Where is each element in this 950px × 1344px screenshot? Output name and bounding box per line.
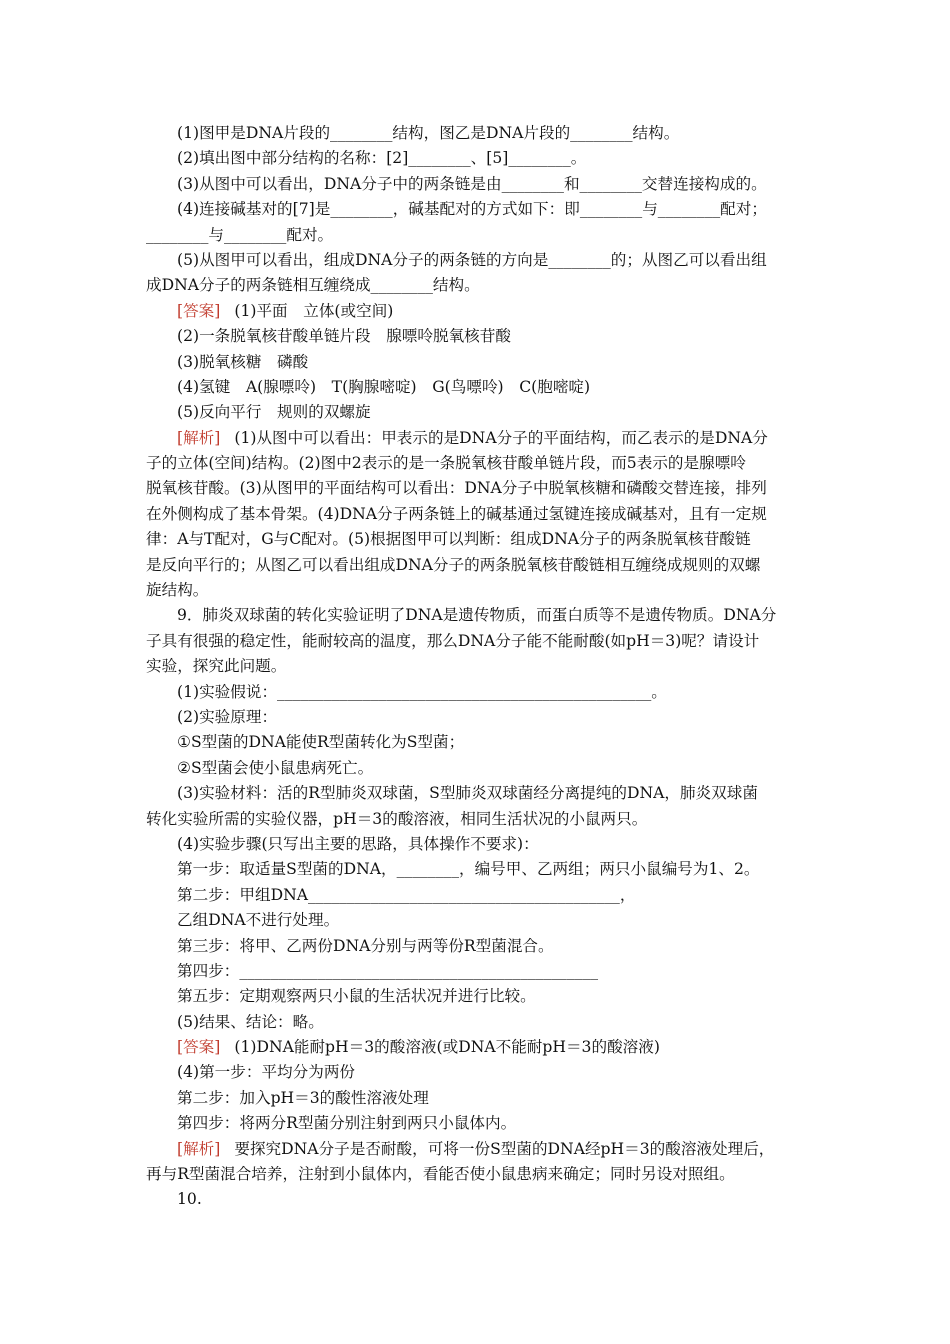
q9-part-line: (4)实验步骤(只写出主要的思路，具体操作不要求)： [177,834,539,853]
q9-step-line: 第三步：将甲、乙两份DNA分别与两等份R型菌混合。 [177,936,554,955]
q8-part-line: (1)图甲是DNA片段的________结构，图乙是DNA片段的________结构。 [177,124,680,142]
q8-analysis [146,426,810,604]
q9-answer-line: 第四步：将两分R型菌分别注射到两只小鼠体内。 [177,1114,517,1133]
q8-part-line: (5)从图甲可以看出，组成DNA分子的两条链的方向是________的；从图乙可以看出组 [177,250,767,269]
q9-answer-line: (4)第一步：平均分为两份 [177,1063,356,1082]
q8-part-line: ________与________配对。 [146,225,334,244]
q8-answer [146,299,810,426]
q8-analysis-line: 脱氧核苷酸。(3)从图甲的平面结构可以看出：DNA分子中脱氧核糖和磷酸交替连接，排列 [146,479,767,498]
q8-answer-line: (2)一条脱氧核苷酸单链片段 腺嘌呤脱氧核苷酸 [177,327,511,346]
q9-part-line: 转化实验所需的实验仪器，pH＝3的酸溶液，相同生活状况的小鼠两只。 [146,809,648,828]
document-page [146,121,810,1213]
q8-part-line: 成DNA分子的两条链相互缠绕成________结构。 [146,276,480,295]
q8-analysis-line: 在外侧构成了基本骨架。(4)DNA分子两条链上的碱基通过氢键连接成碱基对，且有一定规 [146,504,767,523]
q9-stem-line: 子具有很强的稳定性，能耐较高的温度，那么DNA分子能不能耐酸(如pH＝3)呢？请设计 [146,631,760,650]
analysis-text: (1)从图中可以看出：甲表示的是DNA分子的平面结构，而乙表示的是DNA分 [234,428,768,447]
answer-text: (1)平面 立体(或空间) [234,301,394,320]
q9-part-line: (5)结果、结论：略。 [177,1012,324,1031]
q8-answer-first-line [146,299,810,324]
q8-analysis-line: 子的立体(空间)结构。(2)图中2表示的是一条脱氧核苷酸单链片段，而5表示的是腺嘌呤 [146,454,746,473]
q9-analysis [146,1137,810,1188]
q9-step-line: 第二步：甲组DNA________________________________________， [177,885,636,904]
q9-analysis-first-line [146,1137,810,1162]
q8-part-line: (3)从图中可以看出，DNA分子中的两条链是由________和________交替连接构成的。 [177,174,767,193]
q9-stem-line: 实验，探究此问题。 [146,657,287,676]
q8-part-line: (4)连接碱基对的[7]是________，碱基配对的方式如下：即________与________配对； [177,200,767,219]
q9-stem-line: 9．肺炎双球菌的转化实验证明了DNA是遗传物质，而蛋白质等不是遗传物质。DNA分 [177,606,777,625]
answer-tag: [答案] [177,301,221,320]
q9-part-line: (2)实验原理： [177,707,278,726]
q9-part-line: (1)实验假说：________________________________________________。 [177,682,667,701]
q9-step-line: 乙组DNA不进行处理。 [177,911,340,930]
analysis-tag: [解析] [177,428,221,447]
q9-step-line: 第五步：定期观察两只小鼠的生活状况并进行比较。 [177,987,536,1006]
q8-answer-line: (4)氢键 A(腺嘌呤) T(胸腺嘧啶) G(鸟嘌呤) C(胞嘧啶) [177,377,591,396]
analysis-tag: [解析] [177,1139,221,1158]
q9-part-line: ②S型菌会使小鼠患病死亡。 [177,758,374,777]
q10-number: 10. [177,1190,202,1209]
q9-answer-first-line [146,1035,810,1060]
answer-text: (1)DNA能耐pH＝3的酸溶液(或DNA不能耐pH＝3的酸溶液) [234,1038,660,1057]
q9-step-line: 第一步：取适量S型菌的DNA，________，编号甲、乙两组；两只小鼠编号为1、2。 [177,860,760,879]
q8-answer-line: (5)反向平行 规则的双螺旋 [177,403,371,422]
q9-answer-line: 第二步：加入pH＝3的酸性溶液处理 [177,1088,429,1107]
analysis-text: 要探究DNA分子是否耐酸，可将一份S型菌的DNA经pH＝3的酸溶液处理后， [234,1139,775,1158]
answer-tag: [答案] [177,1038,221,1057]
q9-part-line: (3)实验材料：活的R型肺炎双球菌，S型肺炎双球菌经分离提纯的DNA，肺炎双球菌 [177,784,758,803]
q8-part-line: (2)填出图中部分结构的名称：[2]________、[5]________。 [177,149,587,168]
q8-analysis-line: 律：A与T配对，G与C配对。(5)根据图甲可以判断：组成DNA分子的两条脱氧核苷酸链 [146,530,751,549]
q9-part-line: ①S型菌的DNA能使R型菌转化为S型菌； [177,733,465,752]
q9-answer [146,1035,810,1137]
q8-analysis-line: 是反向平行的；从图乙可以看出组成DNA分子的两条脱氧核苷酸链相互缠绕成规则的双螺 [146,555,761,574]
q9-step-line: 第四步：______________________________________________ [177,961,599,980]
q8-answer-line: (3)脱氧核糖 磷酸 [177,352,309,371]
q9-parts [146,603,810,1035]
q8-analysis-first-line [146,426,810,451]
q8-analysis-line: 旋结构。 [146,581,209,600]
q9-analysis-line: 再与R型菌混合培养，注射到小鼠体内，看能否使小鼠患病来确定；同时另设对照组。 [146,1165,735,1184]
q8-parts [146,121,810,299]
